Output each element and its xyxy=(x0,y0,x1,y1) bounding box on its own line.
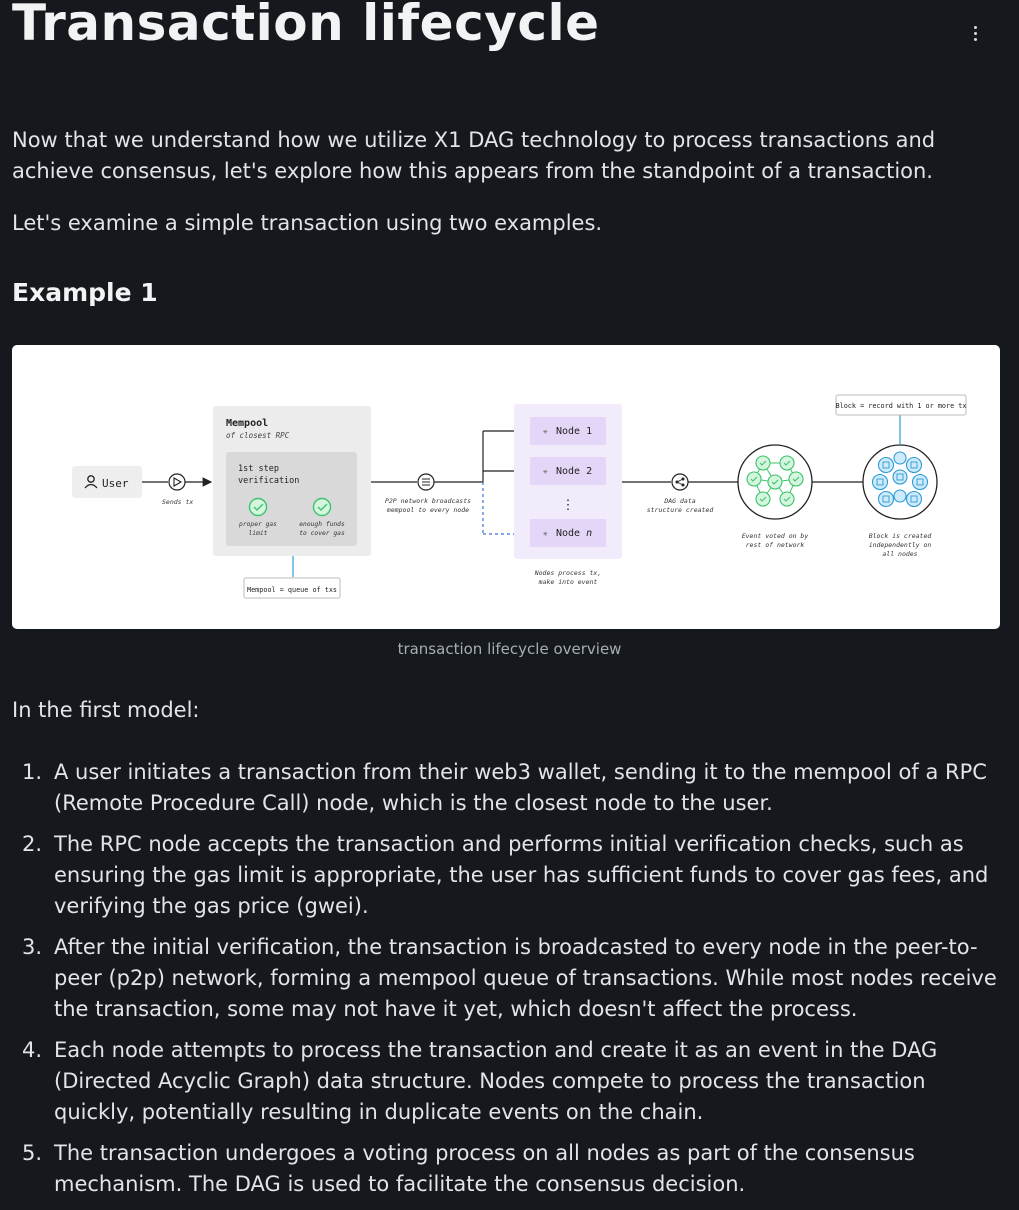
node-1-label: Node 1 xyxy=(556,426,593,437)
examples-intro: Let's examine a simple transaction using two examples. xyxy=(12,211,603,235)
node-n-label: Node n xyxy=(556,528,593,539)
svg-text:rest of network: rest of network xyxy=(745,541,805,549)
mempool-panel xyxy=(213,406,371,556)
user-node xyxy=(72,466,142,498)
svg-text:Event voted on by: Event voted on by xyxy=(741,532,809,540)
nodes-ellipsis: ⋮ xyxy=(561,498,575,513)
nodes-panel xyxy=(514,404,622,559)
list-item: 4. Each node attempts to process the transaction and create it as an event in the DAG (Directed Acyclic Graph) data structure. Nodes compete to process the transaction quickly, potentially resulting in duplicate events on the chain. xyxy=(22,1038,938,1124)
svg-text:Block = record with 1 or more: Block = record with 1 or more tx xyxy=(835,402,967,410)
user-label: User xyxy=(102,477,129,490)
node-icon: ✳ xyxy=(543,427,548,436)
block-created-graph xyxy=(863,445,937,519)
verification-title-2: verification xyxy=(238,476,300,486)
svg-text:Nodes process tx,: Nodes process tx, xyxy=(534,569,602,577)
kebab-menu-icon[interactable] xyxy=(962,20,988,46)
list-item: 5. The transaction undergoes a voting process on all nodes as part of the consensus mechanism. The DAG is used to facilitate the consensus decision. xyxy=(22,1141,915,1196)
example-heading: Example 1 xyxy=(12,278,158,307)
node-2-label: Node 2 xyxy=(556,466,593,477)
intro-paragraph: Now that we understand how we utilize X1 DAG technology to process transactions and achieve consensus, let's explore how this appears from the standpoint of a transaction. xyxy=(12,128,936,183)
list-item: 2. The RPC node accepts the transaction and performs initial verification checks, such as ensuring the gas limit is appropriate, the user has sufficient funds to cover gas fees, and verifying the gas price (gwei). xyxy=(22,832,989,918)
page-title: Transaction lifecycle xyxy=(12,0,600,52)
svg-text:enough funds: enough funds xyxy=(299,521,345,528)
svg-text:to cover gas: to cover gas xyxy=(299,530,345,537)
mempool-title: Mempool xyxy=(226,418,269,429)
mempool-note xyxy=(244,578,340,598)
mempool-subtitle: of closest RPC xyxy=(226,431,290,440)
svg-text:Mempool = queue of txs: Mempool = queue of txs xyxy=(246,586,338,594)
svg-text:independently on: independently on xyxy=(868,541,932,549)
broadcast-list-icon xyxy=(418,474,434,490)
list-item: 1. A user initiates a transaction from their web3 wallet, sending it to the mempool of a RPC (Remote Procedure Call) node, which is the closest node to the user. xyxy=(22,760,987,815)
check-gas-limit-icon xyxy=(250,499,267,516)
steps-list xyxy=(12,757,1002,1210)
transaction-lifecycle-diagram xyxy=(12,345,1000,629)
block-note xyxy=(836,395,967,415)
verification-title-1: 1st step xyxy=(238,464,279,474)
check-funds-icon xyxy=(314,499,331,516)
svg-text:all nodes: all nodes xyxy=(882,550,918,558)
svg-text:DAG data: DAG data xyxy=(664,497,696,505)
event-vote-graph xyxy=(738,445,812,519)
svg-text:mempool to every node: mempool to every node xyxy=(386,506,470,514)
model-intro: In the first model: xyxy=(12,698,200,722)
share-dag-icon xyxy=(672,474,688,490)
svg-text:make into event: make into event xyxy=(538,578,598,586)
figure-caption: transaction lifecycle overview xyxy=(397,640,622,658)
sends-tx-label: Sends tx xyxy=(162,498,194,506)
svg-text:proper gas: proper gas xyxy=(239,521,277,528)
svg-text:Block is created: Block is created xyxy=(868,532,932,540)
svg-text:limit: limit xyxy=(248,530,268,537)
svg-text:structure created: structure created xyxy=(646,506,714,514)
send-icon xyxy=(169,474,185,490)
svg-text:P2P network broadcasts: P2P network broadcasts xyxy=(384,497,472,505)
node-icon: ✳ xyxy=(543,529,548,538)
node-icon: ✳ xyxy=(543,467,548,476)
list-item: 3. After the initial verification, the transaction is broadcasted to every node in the peer-to-peer (p2p) network, forming a mempool queue of transactions. While most nodes receive the transaction, some may not have it yet, which doesn't affect the process. xyxy=(22,935,997,1021)
